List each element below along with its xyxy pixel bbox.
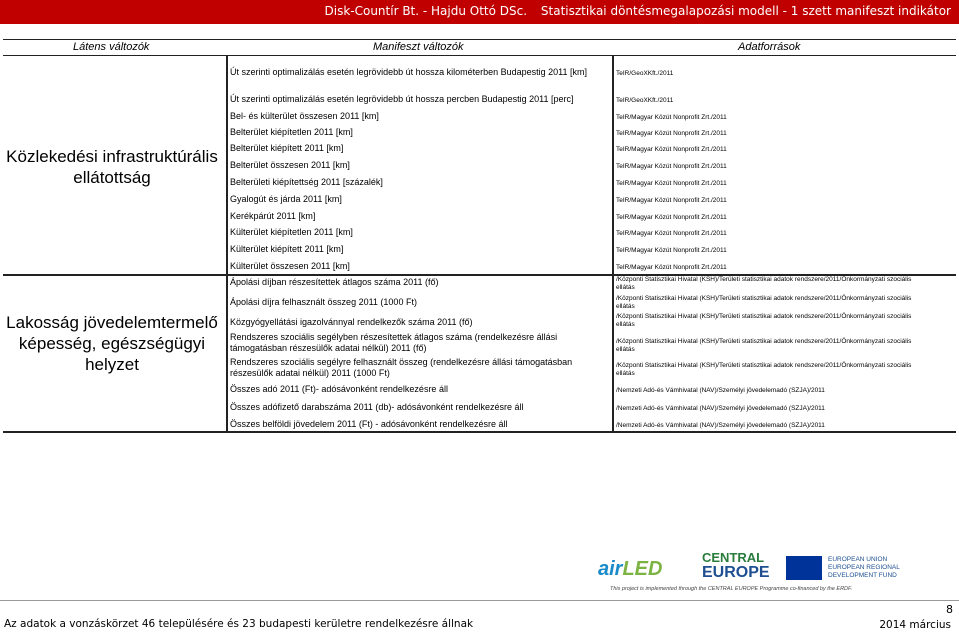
manifest-item: Ápolási díjra felhasznált összeg 2011 (1000 Ft) xyxy=(230,297,417,307)
source-item: TeIR/GeoXKft./2011 xyxy=(616,97,674,104)
footer-note: Az adatok a vonzáskörzet 46 településére és 23 budapesti kerületre rendelkezésre állnak xyxy=(4,618,474,630)
manifest-item: Ápolási díjban részesítettek átlagos száma 2011 (fő) xyxy=(230,277,439,287)
manifest-item: Összes adó 2011 (Ft)- adósávonként rendelkezésre áll xyxy=(230,384,448,394)
source-item: /Központi Statisztikai Hivatal (KSH)/Területi statisztikai adatok rendszere/2011/Önkormányzati szociális ellátás xyxy=(616,362,912,377)
source-item: TeIR/Magyar Közút Nonprofit Zrt./2011 xyxy=(616,180,727,187)
source-item: TeIR/Magyar Közút Nonprofit Zrt./2011 xyxy=(616,264,727,271)
col-manifest: Manifeszt változók xyxy=(373,41,464,53)
manifest-item: Közgyógyellátási igazolvánnyal rendelkezők száma 2011 (fő) xyxy=(230,317,473,327)
manifest-item: Külterület kiépítetlen 2011 [km] xyxy=(230,227,353,237)
manifest-item: Gyalogút és járda 2011 [km] xyxy=(230,194,342,204)
source-item: TeIR/Magyar Közút Nonprofit Zrt./2011 xyxy=(616,247,727,254)
manifest-item: Belterület kiépítetlen 2011 [km] xyxy=(230,127,353,137)
source-item: TeIR/Magyar Közút Nonprofit Zrt./2011 xyxy=(616,163,727,170)
table-header xyxy=(3,39,956,56)
latent-transport: Közlekedési infrastruktúrális ellátottság xyxy=(6,147,218,187)
manifest-item: Belterület összesen 2011 [km] xyxy=(230,160,350,170)
source-item: TeIR/Magyar Közút Nonprofit Zrt./2011 xyxy=(616,214,727,221)
source-item: /Központi Statisztikai Hivatal (KSH)/Területi statisztikai adatok rendszere/2011/Önkormányzati szociális ellátás xyxy=(616,295,912,310)
source-item: /Nemzeti Adó-és Vámhivatal (NAV)/Személyi jövedelemadó (SZJA)/2011 xyxy=(616,387,825,394)
col-sources: Adatforrások xyxy=(738,41,801,53)
source-item: TeIR/Magyar Közút Nonprofit Zrt./2011 xyxy=(616,146,727,153)
footer-rule xyxy=(0,600,959,601)
header-title xyxy=(315,4,952,18)
eu-flag-icon xyxy=(786,556,822,580)
manifest-item: Külterület összesen 2011 [km] xyxy=(230,261,350,271)
source-item: TeIR/Magyar Közút Nonprofit Zrt./2011 xyxy=(616,230,727,237)
source-item: /Nemzeti Adó-és Vámhivatal (NAV)/Személyi jövedelemadó (SZJA)/2011 xyxy=(616,405,825,412)
company-name: Disk-Countír Bt. - Hajdu Ottó DSc. xyxy=(324,4,528,18)
eu-erdf-logo: EUROPEAN UNION EUROPEAN REGIONAL DEVELOPMENT FUND xyxy=(786,548,936,588)
manifest-item: Bel- és külterület összesen 2011 [km] xyxy=(230,111,379,121)
source-item: TeIR/Magyar Közút Nonprofit Zrt./2011 xyxy=(616,114,727,121)
programme-note: This project is implemented through the CENTRAL EUROPE Programme co-financed by the ERDF. xyxy=(610,586,853,592)
source-item: TeIR/Magyar Közút Nonprofit Zrt./2011 xyxy=(616,130,727,137)
col-divider xyxy=(612,56,614,432)
manifest-item: Belterület kiépített 2011 [km] xyxy=(230,143,344,153)
airled-logo: airLED xyxy=(598,558,663,580)
col-divider xyxy=(226,56,228,432)
manifest-item: Út szerinti optimalizálás esetén legrövidebb út hossza percben Budapestig 2011 [perc] xyxy=(230,94,574,104)
central-europe-logo: CENTRAL EUROPE xyxy=(702,550,770,581)
manifest-item: Belterületi kiépítettség 2011 [százalék] xyxy=(230,177,383,187)
source-item: /Központi Statisztikai Hivatal (KSH)/Területi statisztikai adatok rendszere/2011/Önkormányzati szociális ellátás xyxy=(616,276,912,291)
manifest-item: Külterület kiépített 2011 [km] xyxy=(230,244,344,254)
table-bottom-rule xyxy=(3,431,956,433)
source-item: TeIR/Magyar Közút Nonprofit Zrt./2011 xyxy=(616,197,727,204)
source-item: /Központi Statisztikai Hivatal (KSH)/Területi statisztikai adatok rendszere/2011/Önkormányzati szociális ellátás xyxy=(616,338,912,353)
document-title: Statisztikai döntésmegalapozási modell - 1 szett manifeszt indikátor xyxy=(540,4,951,18)
footer-date: 2014 március xyxy=(879,619,951,631)
manifest-item: Rendszeres szociális segélyre felhasznált összeg (rendelkezésre állási támogatásban részesülők adatai nélkül) 2011 (1000 Ft) xyxy=(230,357,573,378)
source-item: /Nemzeti Adó-és Vámhivatal (NAV)/Személyi jövedelemadó (SZJA)/2011 xyxy=(616,422,825,429)
manifest-item: Kerékpárút 2011 [km] xyxy=(230,211,316,221)
manifest-item: Összes belföldi jövedelem 2011 (Ft) - adósávonként rendelkezésre áll xyxy=(230,419,508,429)
source-item: /Központi Statisztikai Hivatal (KSH)/Területi statisztikai adatok rendszere/2011/Önkormányzati szociális ellátás xyxy=(616,313,912,328)
latent-income-health: Lakosság jövedelemtermelő képesség, egészségügyi helyzet xyxy=(6,313,218,374)
page-number: 8 xyxy=(946,603,953,616)
col-latent: Látens változók xyxy=(73,41,150,53)
manifest-item: Összes adófizető darabszáma 2011 (db)- adósávonként rendelkezésre áll xyxy=(230,402,524,412)
manifest-item: Út szerinti optimalizálás esetén legrövidebb út hossza kilométerben Budapestig 2011 [km] xyxy=(230,67,588,77)
manifest-item: Rendszeres szociális segélyben részesítettek átlagos száma (rendelkezésre állási támogatásban részesülők adatai nélkül) 2011 (fő) xyxy=(230,332,558,353)
top-bar xyxy=(0,0,959,24)
source-item: TeIR/GeoXKft./2011 xyxy=(616,70,674,77)
sponsor-logos xyxy=(590,548,940,596)
